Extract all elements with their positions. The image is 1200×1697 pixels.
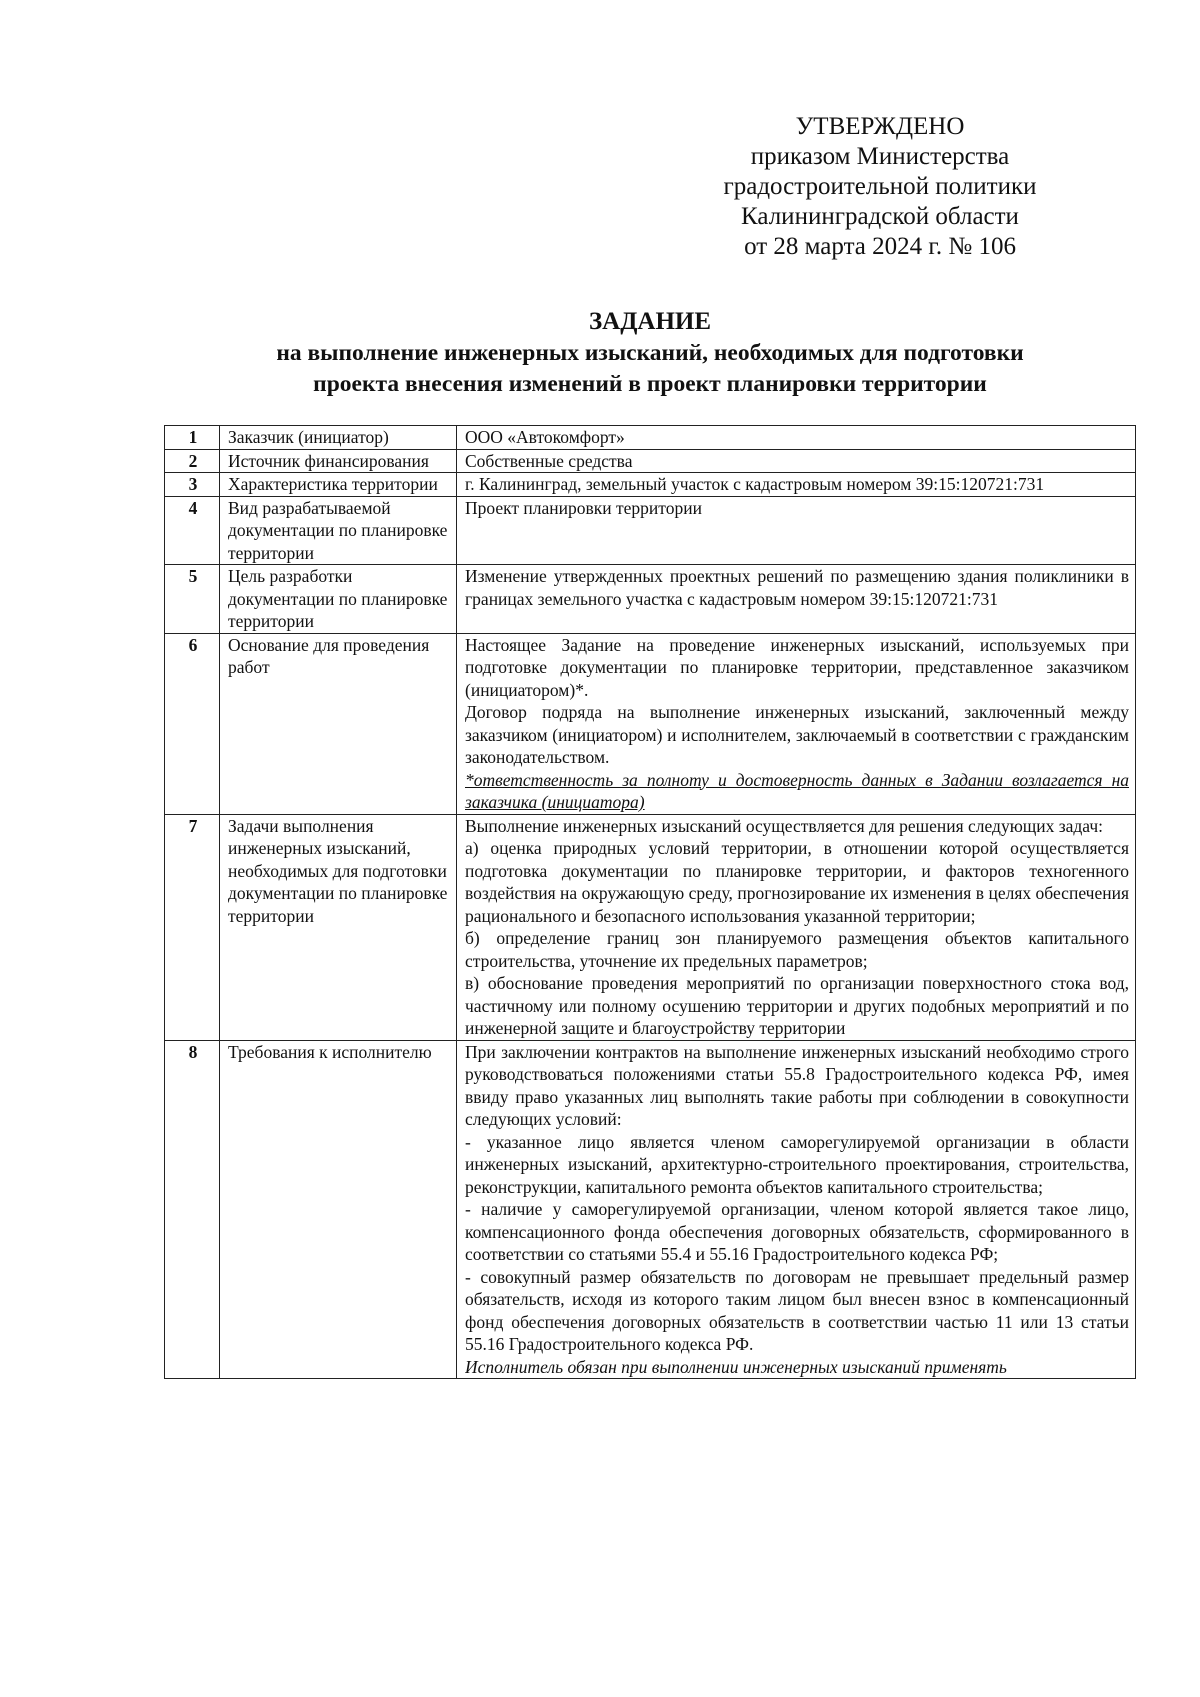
- table-row: [165, 814, 1136, 1040]
- row-value: Собственные средства: [457, 449, 1136, 473]
- table-row: [165, 473, 1136, 497]
- requirements-intro: При заключении контрактов на выполнение инженерных изысканий необходимо строго руководствоваться положениями статьи 55.8 Градостроительного кодекса РФ, имея ввиду право указанных лиц выполнять такие работы при соблюдении в совокупности следующих условий:: [465, 1041, 1129, 1129]
- table-row: [165, 1040, 1136, 1378]
- document-title: ЗАДАНИЕ: [588, 308, 712, 335]
- row-value: Проект планировки территории: [457, 496, 1136, 565]
- row-label: Требования к исполнителю: [220, 1040, 457, 1378]
- row-value: [457, 814, 1136, 1040]
- table-row: [165, 565, 1136, 634]
- requirement-item: - совокупный размер обязательств по договорам не превышает предельный размер обязательств, исходя из которого таким лицом был внесен взнос в компенсационный фонд обеспечения договорных обязательств в соответствии частью 11 или 13 статьи 55.16 Градостроительного кодекса РФ.: [465, 1266, 1129, 1354]
- approval-order: приказом Министерства: [750, 143, 1010, 170]
- row-label: Вид разрабатываемой документации по планировке территории: [220, 496, 457, 565]
- tasks-intro: Выполнение инженерных изысканий осуществляется для решения следующих задач:: [465, 815, 1104, 836]
- row-label: Основание для проведения работ: [220, 633, 457, 814]
- row-number: 2: [165, 449, 220, 473]
- row-value: [457, 633, 1136, 814]
- task-table: [164, 425, 1136, 1379]
- document-subtitle-line1: на выполнение инженерных изысканий, необходимых для подготовки: [276, 340, 1024, 366]
- row-value: ООО «Автокомфорт»: [457, 426, 1136, 450]
- row-label: Характеристика территории: [220, 473, 457, 497]
- executor-obligation: Исполнитель обязан при выполнении инженерных изысканий применять: [465, 1356, 1007, 1377]
- row-number: 3: [165, 473, 220, 497]
- responsibility-note: *ответственность за полноту и достоверность данных в Задании возлагается на заказчика (инициатора): [465, 769, 1129, 812]
- approval-date: от 28 марта 2024 г. № 106: [744, 233, 1016, 260]
- row-value: Изменение утвержденных проектных решений по размещению здания поликлиники в границах земельного участка с кадастровым номером 39:15:120721:731: [457, 565, 1136, 634]
- approval-stamp: [690, 112, 1070, 262]
- row-number: 7: [165, 814, 220, 1040]
- table-row: [165, 633, 1136, 814]
- row-label: Цель разработки документации по планировке территории: [220, 565, 457, 634]
- basis-task-paragraph: Настоящее Задание на проведение инженерных изысканий, используемых при подготовке документации по планировке территории, представленное заказчиком (инициатором)*.: [465, 634, 1129, 700]
- row-number: 5: [165, 565, 220, 634]
- row-label: Задачи выполнения инженерных изысканий, необходимых для подготовки документации по планировке территории: [220, 814, 457, 1040]
- row-number: 6: [165, 633, 220, 814]
- task-item-c: в) обоснование проведения мероприятий по организации поверхностного стока вод, частичному или полному осушению территории и других подобных мероприятий и по инженерной защите и благоустройству территории: [465, 973, 1129, 1038]
- row-number: 4: [165, 496, 220, 565]
- task-item-a: а) оценка природных условий территории, в отношении которой осуществляется подготовка документации по планировке территории, и факторов техногенного воздействия на окружающую среду, прогнозирование их изменения в целях обеспечения рационального и безопасного использования указанной территории;: [465, 838, 1129, 926]
- row-value: [457, 1040, 1136, 1378]
- requirement-item: - указанное лицо является членом саморегулируемой организации в области инженерных изысканий, архитектурно-строительного проектирования, строительства, реконструкции, капитального ремонта объектов капитального строительства;: [465, 1131, 1129, 1197]
- table-row: [165, 496, 1136, 565]
- approval-region: Калининградской области: [741, 203, 1019, 230]
- row-number: 1: [165, 426, 220, 450]
- row-label: Заказчик (инициатор): [220, 426, 457, 450]
- row-number: 8: [165, 1040, 220, 1378]
- document-subtitle-line2: проекта внесения изменений в проект планировки территории: [313, 371, 987, 397]
- approval-ministry: градостроительной политики: [723, 173, 1037, 200]
- row-label: Источник финансирования: [220, 449, 457, 473]
- document-heading: [150, 306, 1150, 400]
- basis-contract-paragraph: Договор подряда на выполнение инженерных изысканий, заключенный между заказчиком (инициатором) и исполнителем, заключаемый в соответствии с гражданским законодательством.: [465, 702, 1129, 767]
- table-row: [165, 449, 1136, 473]
- approval-title: УТВЕРЖДЕНО: [795, 113, 965, 140]
- task-item-b: б) определение границ зон планируемого размещения объектов капитального строительства, уточнение их предельных параметров;: [465, 928, 1129, 971]
- row-value: г. Калининград, земельный участок с кадастровым номером 39:15:120721:731: [457, 473, 1136, 497]
- requirement-item: - наличие у саморегулируемой организации, членом которой является такое лицо, компенсационного фонда обеспечения договорных обязательств, сформированного в соответствии со статьями 55.4 и 55.16 Градостроительного кодекса РФ;: [465, 1199, 1129, 1264]
- table-row: [165, 426, 1136, 450]
